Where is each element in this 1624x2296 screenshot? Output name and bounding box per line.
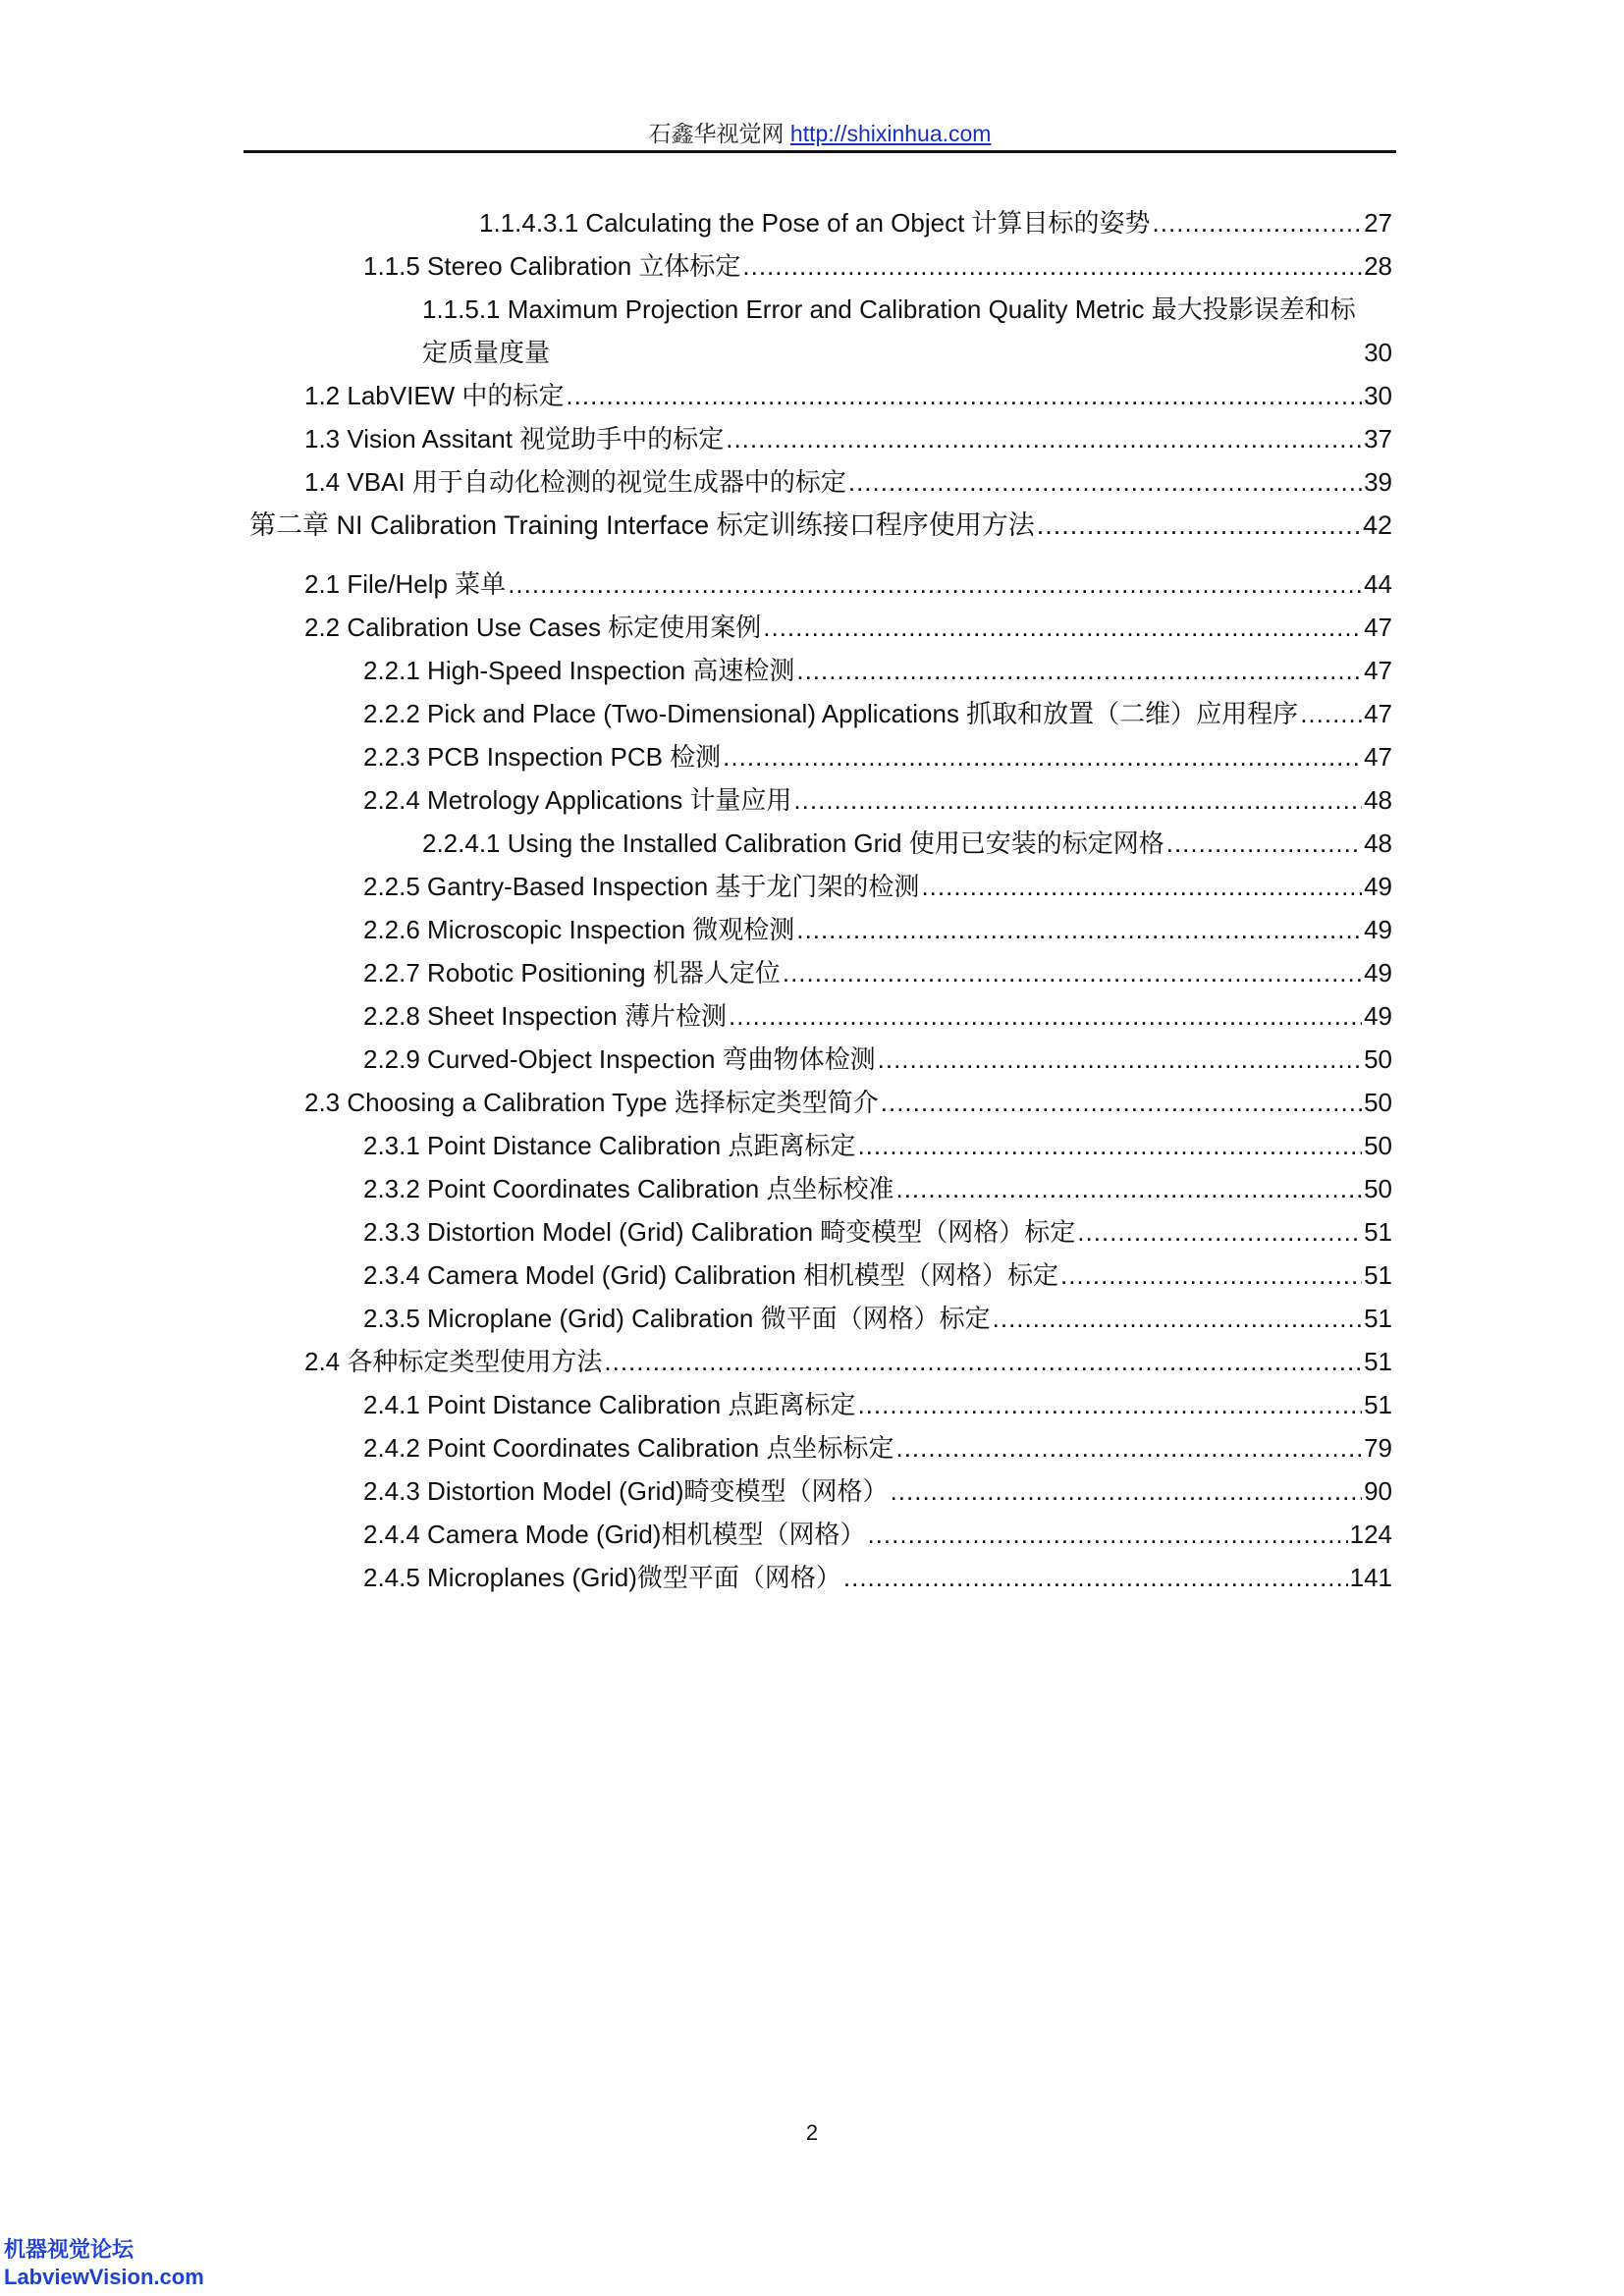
toc-entry-page: 47	[1364, 742, 1392, 772]
toc-entry-title: 第二章 NI Calibration Training Interface 标定训练接口程序使用方法	[249, 510, 1035, 540]
toc-entry-title: 1.1.5 Stereo Calibration 立体标定	[363, 251, 741, 281]
toc-entry-title: 1.1.5.1 Maximum Projection Error and Calibration Quality Metric 最大投影误差和标定质量度量	[422, 294, 1356, 367]
toc-entry-page: 48	[1364, 785, 1392, 815]
toc-entry-title: 1.3 Vision Assitant 视觉助手中的标定	[304, 424, 725, 454]
toc-leader-dots	[921, 865, 1362, 908]
page-number: 2	[805, 2120, 819, 2145]
toc-entry[interactable]	[244, 460, 1392, 504]
toc-entry-title: 2.2.1 High-Speed Inspection 高速检测	[363, 656, 795, 685]
toc-entry[interactable]	[244, 735, 1392, 778]
toc-entry-page: 51	[1364, 1217, 1392, 1247]
toc-entry[interactable]	[244, 649, 1392, 692]
toc-entry-title: 2.2 Calibration Use Cases 标定使用案例	[304, 613, 762, 642]
toc-entry[interactable]	[244, 1081, 1392, 1124]
watermark-line1: 机器视觉论坛	[4, 2237, 135, 2262]
toc-entry-title: 2.3.1 Point Distance Calibration 点距离标定	[363, 1131, 856, 1160]
toc-entry-page: 27	[1364, 208, 1392, 238]
toc-entry[interactable]	[244, 606, 1392, 649]
toc-entry[interactable]	[244, 1124, 1392, 1167]
toc-entry-title: 2.4.5 Microplanes (Grid)微型平面（网格）	[363, 1563, 841, 1592]
toc-entry[interactable]	[244, 865, 1392, 908]
toc-entry-page: 124	[1349, 1520, 1392, 1549]
toc-leader-dots	[723, 735, 1362, 778]
toc-leader-dots	[878, 1038, 1362, 1081]
toc-leader-dots	[857, 1383, 1362, 1426]
toc-leader-dots	[891, 1469, 1363, 1513]
toc-entry-title: 2.4.1 Point Distance Calibration 点距离标定	[363, 1390, 856, 1419]
toc-leader-dots	[796, 649, 1362, 692]
toc-entry-title: 2.2.3 PCB Inspection PCB 检测	[363, 742, 722, 772]
toc-entry-page: 51	[1364, 1347, 1392, 1376]
table-of-contents	[244, 201, 1392, 1599]
toc-entry-title: 2.4 各种标定类型使用方法	[304, 1347, 603, 1376]
watermark-line2: LabviewVision.com	[4, 2265, 204, 2289]
toc-entry-page: 90	[1364, 1476, 1392, 1506]
toc-entry-title: 2.2.5 Gantry-Based Inspection 基于龙门架的检测	[363, 872, 920, 901]
toc-leader-dots	[993, 1297, 1362, 1340]
toc-entry[interactable]	[244, 1513, 1392, 1556]
toc-entry-page: 37	[1364, 424, 1392, 454]
toc-entry-title: 2.4.3 Distortion Model (Grid)畸变模型（网格）	[363, 1476, 889, 1506]
toc-entry-title: 1.4 VBAI 用于自动化检测的视觉生成器中的标定	[304, 467, 846, 497]
toc-entry-title: 1.1.4.3.1 Calculating the Pose of an Object 计算目标的姿势	[479, 208, 1151, 238]
toc-entry-title: 2.4.2 Point Coordinates Calibration 点坐标标定	[363, 1433, 894, 1463]
toc-entry[interactable]	[244, 417, 1392, 460]
toc-entry-title: 2.3.4 Camera Model (Grid) Calibration 相机模型（网格）标定	[363, 1260, 1058, 1290]
toc-entry-title: 2.2.4 Metrology Applications 计量应用	[363, 785, 792, 815]
toc-entry-title: 2.2.8 Sheet Inspection 薄片检测	[363, 1001, 727, 1031]
toc-entry[interactable]	[244, 1340, 1392, 1383]
toc-entry-title: 2.2.4.1 Using the Installed Calibration Grid 使用已安装的标定网格	[422, 828, 1164, 858]
toc-entry-title: 2.3.2 Point Coordinates Calibration 点坐标校准	[363, 1174, 894, 1203]
toc-entry-title: 2.3.3 Distortion Model (Grid) Calibration 畸变模型（网格）标定	[363, 1217, 1076, 1247]
toc-leader-dots	[867, 1513, 1347, 1556]
toc-entry[interactable]	[244, 562, 1392, 606]
toc-entry-page: 49	[1364, 872, 1392, 901]
toc-leader-dots	[783, 951, 1362, 994]
toc-leader-dots	[1077, 1210, 1362, 1254]
toc-entry-title: 1.2 LabVIEW 中的标定	[304, 381, 565, 410]
toc-leader-dots	[796, 908, 1362, 951]
toc-entry-page: 42	[1362, 510, 1392, 540]
toc-leader-dots	[604, 1340, 1362, 1383]
toc-entry-page: 30	[1364, 338, 1392, 367]
toc-leader-dots	[1060, 1254, 1362, 1297]
toc-entry-page: 50	[1364, 1088, 1392, 1117]
toc-entry[interactable]	[244, 1556, 1392, 1599]
toc-entry-page: 79	[1364, 1433, 1392, 1463]
toc-entry-title: 2.2.6 Microscopic Inspection 微观检测	[363, 915, 795, 944]
toc-entry[interactable]	[244, 1210, 1392, 1254]
toc-entry[interactable]	[244, 994, 1392, 1038]
toc-entry-page: 48	[1364, 828, 1392, 858]
toc-leader-dots	[1166, 822, 1362, 865]
toc-leader-dots	[729, 994, 1362, 1038]
toc-entry-page: 49	[1364, 915, 1392, 944]
toc-leader-dots	[843, 1556, 1348, 1599]
toc-entry[interactable]	[244, 822, 1392, 865]
header-site-link[interactable]: http://shixinhua.com	[789, 121, 992, 146]
toc-entry-page: 30	[1364, 381, 1392, 410]
toc-entry[interactable]	[244, 951, 1392, 994]
toc-entry-page: 141	[1349, 1563, 1392, 1592]
toc-entry-page: 51	[1364, 1304, 1392, 1333]
toc-leader-dots	[1037, 504, 1361, 547]
toc-leader-dots	[1300, 692, 1362, 735]
toc-entry-title: 2.2.2 Pick and Place (Two-Dimensional) Applications 抓取和放置（二维）应用程序	[363, 699, 1299, 728]
toc-entry[interactable]	[244, 244, 1392, 288]
toc-leader-dots	[763, 606, 1362, 649]
toc-entry-page: 50	[1364, 1044, 1392, 1074]
header-site-name: 石鑫华视觉网	[648, 121, 790, 146]
toc-entry-title: 2.2.7 Robotic Positioning 机器人定位	[363, 958, 781, 988]
toc-leader-dots	[793, 778, 1362, 822]
toc-entry-page: 39	[1364, 467, 1392, 497]
toc-entry[interactable]	[244, 374, 1392, 417]
toc-leader-dots	[857, 1124, 1362, 1167]
toc-leader-dots	[895, 1426, 1362, 1469]
toc-entry[interactable]	[244, 1297, 1392, 1340]
toc-entry-title: 2.1 File/Help 菜单	[304, 569, 507, 599]
toc-entry[interactable]	[244, 778, 1392, 822]
toc-entry-page: 51	[1364, 1260, 1392, 1290]
toc-leader-dots	[848, 460, 1362, 504]
toc-entry-page: 51	[1364, 1390, 1392, 1419]
watermark	[4, 2236, 204, 2291]
toc-entry-page: 47	[1364, 699, 1392, 728]
toc-entry-title: 2.3.5 Microplane (Grid) Calibration 微平面（网格）标定	[363, 1304, 991, 1333]
toc-entry-title: 2.3 Choosing a Calibration Type 选择标定类型简介	[304, 1088, 879, 1117]
toc-entry-title: 2.2.9 Curved-Object Inspection 弯曲物体检测	[363, 1044, 876, 1074]
toc-entry[interactable]	[244, 1426, 1392, 1469]
toc-entry[interactable]	[244, 1038, 1392, 1081]
toc-entry[interactable]	[244, 504, 1392, 549]
toc-leader-dots	[881, 1081, 1362, 1124]
toc-entry-page: 49	[1364, 958, 1392, 988]
toc-entry[interactable]	[244, 908, 1392, 951]
toc-entry-page: 50	[1364, 1174, 1392, 1203]
toc-entry-page: 49	[1364, 1001, 1392, 1031]
toc-leader-dots	[895, 1167, 1362, 1210]
toc-entry-page: 44	[1364, 569, 1392, 599]
toc-leader-dots	[508, 562, 1362, 606]
toc-leader-dots	[726, 417, 1362, 460]
page-header	[244, 116, 1396, 151]
toc-leader-dots	[1153, 201, 1363, 244]
toc-entry-page: 47	[1364, 613, 1392, 642]
toc-entry[interactable]	[244, 1469, 1392, 1513]
toc-leader-dots	[742, 244, 1362, 288]
toc-entry-page: 28	[1364, 251, 1392, 281]
toc-leader-dots	[566, 374, 1362, 417]
toc-entry[interactable]	[244, 201, 1392, 244]
toc-entry-page: 50	[1364, 1131, 1392, 1160]
toc-entry[interactable]	[244, 1254, 1392, 1297]
toc-entry[interactable]	[244, 288, 1392, 374]
toc-entry[interactable]	[244, 692, 1392, 735]
toc-entry[interactable]	[244, 1383, 1392, 1426]
toc-entry[interactable]	[244, 1167, 1392, 1210]
toc-entry-title: 2.4.4 Camera Mode (Grid)相机模型（网格）	[363, 1520, 866, 1549]
header-rule	[244, 150, 1396, 153]
toc-entry-page: 47	[1364, 656, 1392, 685]
